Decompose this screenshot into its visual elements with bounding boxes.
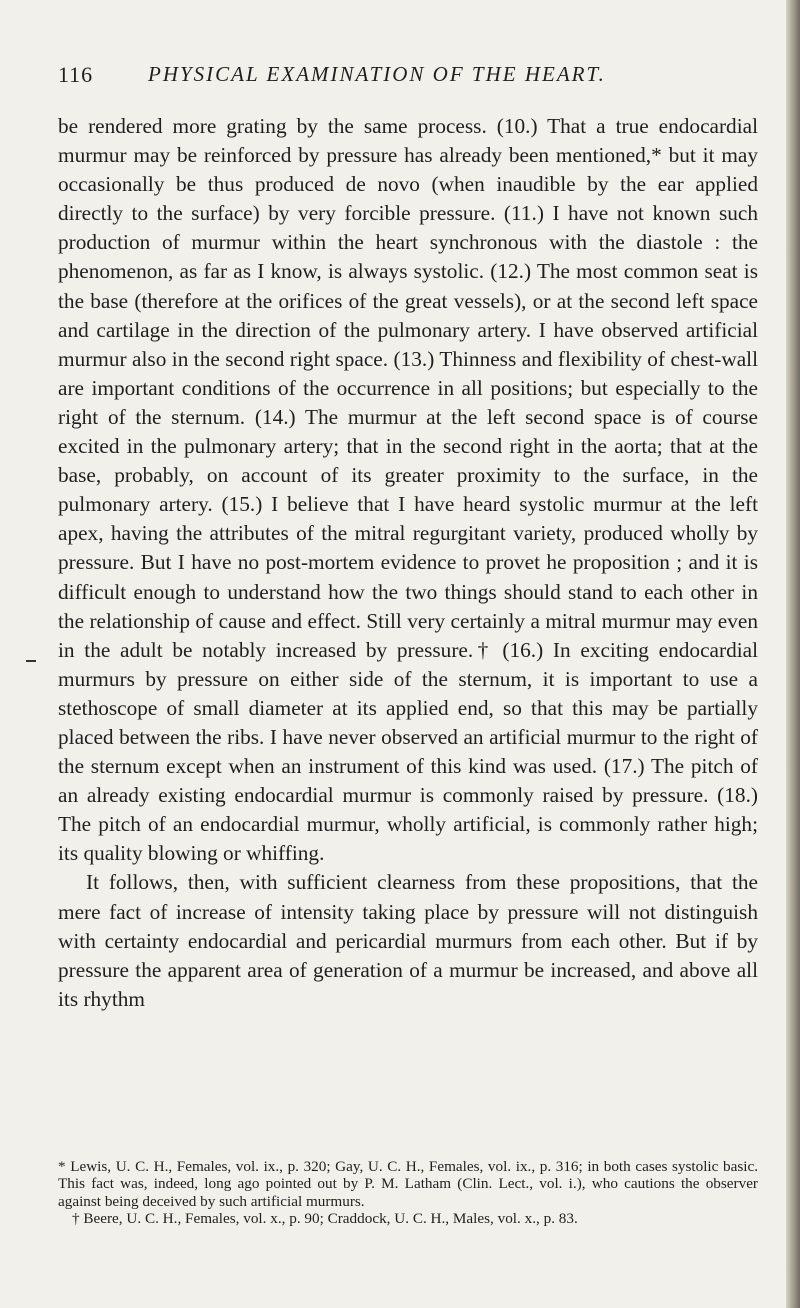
margin-mark xyxy=(26,660,36,662)
paragraph-2: It follows, then, with sufficient clearness from these propositions, that the mere fact of increase of intensity taking place by pressure will not distinguish with certainty endocardial and pericardial murmurs from each other. But if by pressure the apparent area of generation of a murmur be increased, and above all its rhythm xyxy=(58,870,758,1011)
body-text xyxy=(58,112,758,1014)
paragraph-1: be rendered more grating by the same process. (10.) That a true endocardial murmur may be reinforced by pressure has already been mentioned,* but it may occasionally be thus produced de novo (when inaudible by the ear applied directly to the surface) by very forcible pressure. (11.) I have not known such production of murmur within the heart synchronous with the diastole : the phenomenon, as far as I know, is always systolic. (12.) The most common seat is the base (therefore at the orifices of the great vessels), or at the second left space and cartilage in the direction of the pulmonary artery. I have observed artificial murmur also in the second right space. (13.) Thinness and flexibility of chest-wall are important conditions of the occurrence in all positions; but especially to the right of the sternum. (14.) The murmur at the left second space is of course excited in the pulmonary artery; that in the second right in the aorta; that at the base, probably, on account of its greater proximity to the surface, in the pulmonary artery. (15.) I believe that I have heard systolic murmur at the left apex, having the attributes of the mitral regurgitant variety, produced wholly by pressure. But I have no post-mortem evidence to provet he proposition ; and it is difficult enough to understand how the two things should stand to each other in the relationship of cause and effect. Still very certainly a mitral murmur may even in the adult be notably increased by pressure.† (16.) In exciting endocardial murmurs by pressure on either side of the sternum, it is important to use a stethoscope of small diameter at its applied end, so that this may be partially placed between the ribs. I have never observed an artificial murmur to the right of the sternum except when an instrument of this kind was used. (17.) The pitch of an already existing endocardial murmur is commonly raised by pressure. (18.) The pitch of an endocardial murmur, wholly artificial, is commonly rather high; its quality blowing or whiffing. xyxy=(58,114,758,866)
footnote-2: † Beere, U. C. H., Females, vol. x., p. 90; Craddock, U. C. H., Males, vol. x., p. 83. xyxy=(72,1210,578,1228)
page-header xyxy=(58,60,738,94)
page-number: 116 xyxy=(58,62,94,87)
page-edge-shadow xyxy=(786,0,800,1308)
footnotes xyxy=(58,1158,758,1228)
footnote-1: * Lewis, U. C. H., Females, vol. ix., p. 320; Gay, U. C. H., Females, vol. ix., p. 316; in both cases systolic basic. This fact was, indeed, long ago pointed out by P. M. Latham (Clin. Lect., vol. i.), who cautions the observer against being deceived by such artificial murmurs. xyxy=(58,1158,758,1210)
running-title: PHYSICAL EXAMINATION OF THE HEART. xyxy=(148,62,606,86)
